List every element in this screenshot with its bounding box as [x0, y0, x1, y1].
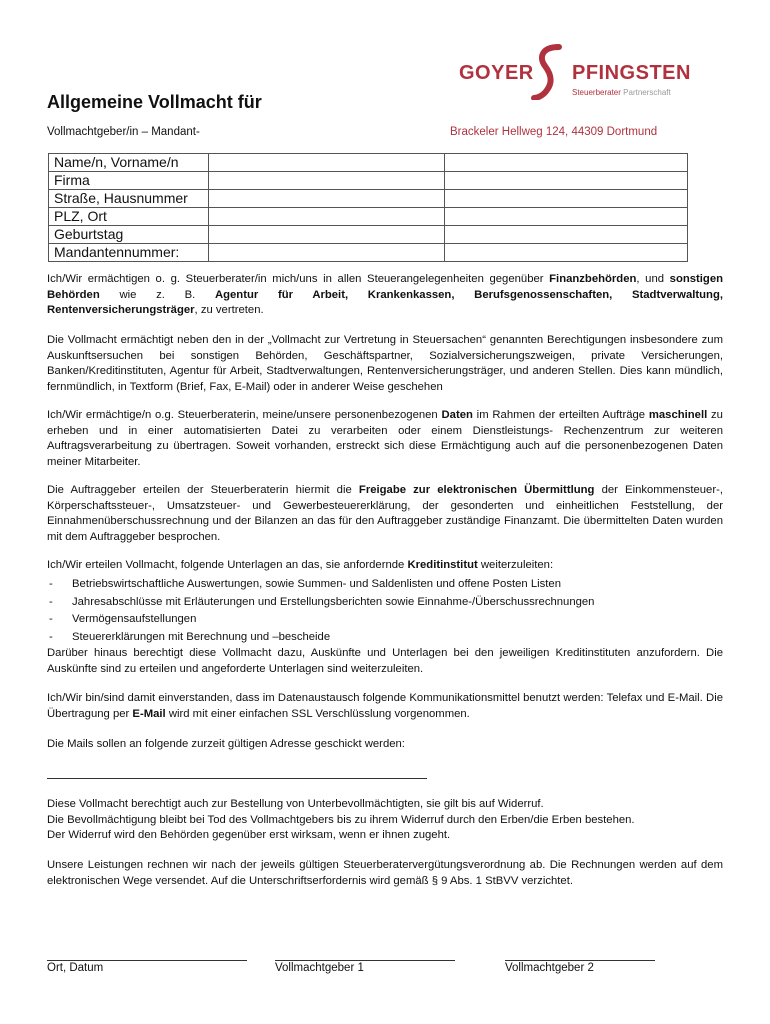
logo-word-pfingsten: PFINGSTEN: [572, 62, 691, 84]
text: wird mit einer einfachen SSL Verschlüsslung vorgenommen.: [165, 707, 470, 720]
list-item: - Steuererklärungen mit Berechnung und –bescheide: [47, 629, 723, 647]
field-value-2[interactable]: [445, 208, 688, 226]
signature-line-place-date[interactable]: [47, 960, 247, 961]
list-item: - Vermögensaufstellungen: [47, 611, 723, 629]
text: zu erheben und in einer automatisierten Datei zu verarbeiten oder einem Dienstleistungs- Rechenzentrum zur weiteren Auftragsverarbeitung zu übertragen. Soweit vorhanden, erstreckt sich diese Ermächtigung auch auf die personenbezogenen Daten meiner Mitarbeiter.: [47, 409, 723, 468]
emphasis: Daten: [441, 409, 473, 421]
field-value-1[interactable]: [209, 172, 445, 190]
text: im Rahmen der erteilten Aufträge: [472, 409, 649, 421]
text: Der Widerruf wird den Behörden gegenüber erst wirksam, wenn er ihnen zugeht.: [47, 829, 451, 841]
emphasis: E-Mail: [132, 707, 166, 720]
text: Ich/Wir erteilen Vollmacht, folgende Unterlagen an das, sie anfordernde: [47, 559, 408, 571]
paragraph-fees: Unsere Leistungen rechnen wir nach der jeweils gültigen Steuerberatervergütungsverordnung ab. Die Rechnungen werden auf dem elektronischen Wege versendet. Auf die Unterschriftserfordernis wird gemäß § 9 Abs. 1 StBVV verzichtet.: [47, 859, 723, 887]
client-data-table: [48, 153, 688, 262]
logo-tagline: [572, 88, 671, 97]
text: Diese Vollmacht berechtigt auch zur Bestellung von Unterbevollmächtigten, sie gilt bis auf Widerruf.: [47, 798, 544, 810]
field-value-2[interactable]: [445, 244, 688, 262]
paragraph-electronic-filing: [47, 483, 723, 545]
signature-label-place-date: Ort, Datum: [47, 962, 104, 974]
logo-word-goyer: GOYER: [459, 62, 534, 84]
field-label: PLZ, Ort: [49, 208, 209, 226]
field-value-1[interactable]: [209, 208, 445, 226]
table-row: [49, 190, 688, 208]
field-value-1[interactable]: [209, 154, 445, 172]
paragraph-authorities: [47, 272, 723, 319]
text: Die Auftraggeber erteilen der Steuerberaterin hiermit die: [47, 484, 359, 496]
office-address: Brackeler Hellweg 124, 44309 Dortmund: [450, 126, 658, 138]
emphasis: maschinell: [648, 409, 708, 421]
paragraph-bank-documents: [47, 558, 723, 574]
field-value-2[interactable]: [445, 172, 688, 190]
text: wie z. B.: [99, 288, 215, 301]
text: weiterzuleiten:: [477, 559, 554, 571]
list-item: - Jahresabschlüsse mit Erläuterungen und Erstellungsberichten sowie Einnahme-/Überschussrechnungen: [47, 594, 723, 612]
text: Ich/Wir ermächtige/n o.g. Steuerberaterin, meine/unsere personenbezogenen: [47, 409, 442, 421]
field-value-1[interactable]: [209, 190, 445, 208]
text: Die Bevollmächtigung bleibt bei Tod des Vollmachtgebers bis zu ihrem Widerruf durch den Erben/die Erben bestehen.: [47, 813, 635, 826]
logo-tagline-1: Steuerberater: [572, 88, 621, 97]
paragraph-bank-info: Darüber hinaus berechtigt diese Vollmacht dazu, Auskünfte und Unterlagen bei den jeweiligen Kreditinstituten anzufordern. Die Auskünfte sind zu erteilen und angeforderte Unterlagen sind weiterzuleiten.: [47, 647, 723, 675]
field-value-1[interactable]: [209, 226, 445, 244]
signature-label-principal-1: Vollmachtgeber 1: [275, 962, 364, 974]
signature-line-principal-2[interactable]: [505, 960, 655, 961]
document-title: Allgemeine Vollmacht für: [47, 92, 262, 112]
emphasis: Agentur für Arbeit, Krankenkassen, Berufsgenossenschaften, Stadtverwaltung, Rentenversicherungsträger: [47, 288, 723, 316]
text: , zu vertreten.: [194, 304, 264, 316]
field-label: Geburtstag: [49, 226, 209, 244]
table-row: [49, 154, 688, 172]
document-list: [47, 576, 723, 646]
field-label: Name/n, Vorname/n: [49, 154, 209, 172]
logo-mark-icon: [531, 44, 565, 100]
text: der Einkommensteuer-, Körperschaftssteuer-, Umsatzsteuer- und Gewerbesteuererklärung, der gesonderten und einheitlichen Feststellung, der Einnahmenüberschussrechnung und der Bilanzen an das für den Auftraggeber zuständige Finanzamt. Die übermittelten Daten wurden mit dem Auftraggeber besprochen.: [47, 484, 723, 543]
emphasis: Freigabe zur elektronischen Übermittlung: [358, 484, 595, 496]
paragraph-scope: Die Vollmacht ermächtigt neben den in der „Vollmacht zur Vertretung in Steuersachen“ genannten Berechtigungen insbesondere zum Auskunftsersuchen bei sonstigen Behörden, Geschäftspartner, Sozialversicherungszweigen, private Versicherungen, Banken/Kreditinstituten, Agentur für Arbeit, Stadtverwaltungen, Rentenversicherungsträger, und anderen Stellen. Dies kann mündlich, fernmündlich, in Textform (Brief, Fax, E-Mail) oder in anderer Weise geschehen: [47, 334, 723, 393]
field-value-2[interactable]: [445, 190, 688, 208]
paragraph-mail-address: Die Mails sollen an folgende zurzeit gültigen Adresse geschickt werden:: [47, 738, 405, 750]
text: Ich/Wir bin/sind damit einverstanden, dass im Datenaustausch folgende Kommunikationsmittel benutzt werden: Telefax und E-Mail. Die Übertragung per: [47, 692, 723, 720]
emphasis: Kreditinstitut: [407, 559, 478, 571]
document-subtitle: Vollmachtgeber/in – Mandant-: [47, 126, 200, 138]
paragraph-data-processing: [47, 408, 723, 470]
emphasis: sonstigen Behörden: [47, 273, 724, 301]
signature-label-principal-2: Vollmachtgeber 2: [505, 962, 594, 974]
field-value-1[interactable]: [209, 244, 445, 262]
list-item: - Betriebswirtschaftliche Auswertungen, sowie Summen- und Saldenlisten und offene Posten Listen: [47, 576, 723, 594]
field-label: Straße, Hausnummer: [49, 190, 209, 208]
field-value-2[interactable]: [445, 226, 688, 244]
email-address-line[interactable]: [47, 778, 427, 779]
paragraph-validity: [47, 797, 723, 844]
text: , und: [636, 273, 670, 285]
logo-tagline-2: Partnerschaft: [623, 88, 671, 97]
field-label: Mandantennummer:: [49, 244, 209, 262]
table-row: [49, 172, 688, 190]
field-label: Firma: [49, 172, 209, 190]
table-row: [49, 244, 688, 262]
table-row: [49, 226, 688, 244]
table-row: [49, 208, 688, 226]
field-value-2[interactable]: [445, 154, 688, 172]
emphasis: Finanzbehörden: [549, 273, 637, 285]
signature-line-principal-1[interactable]: [275, 960, 455, 961]
paragraph-communication: [47, 691, 723, 722]
company-logo: [455, 42, 695, 100]
text: Ich/Wir ermächtigen o. g. Steuerberater/in mich/uns in allen Steuerangelegenheiten gegenüber: [47, 273, 550, 285]
